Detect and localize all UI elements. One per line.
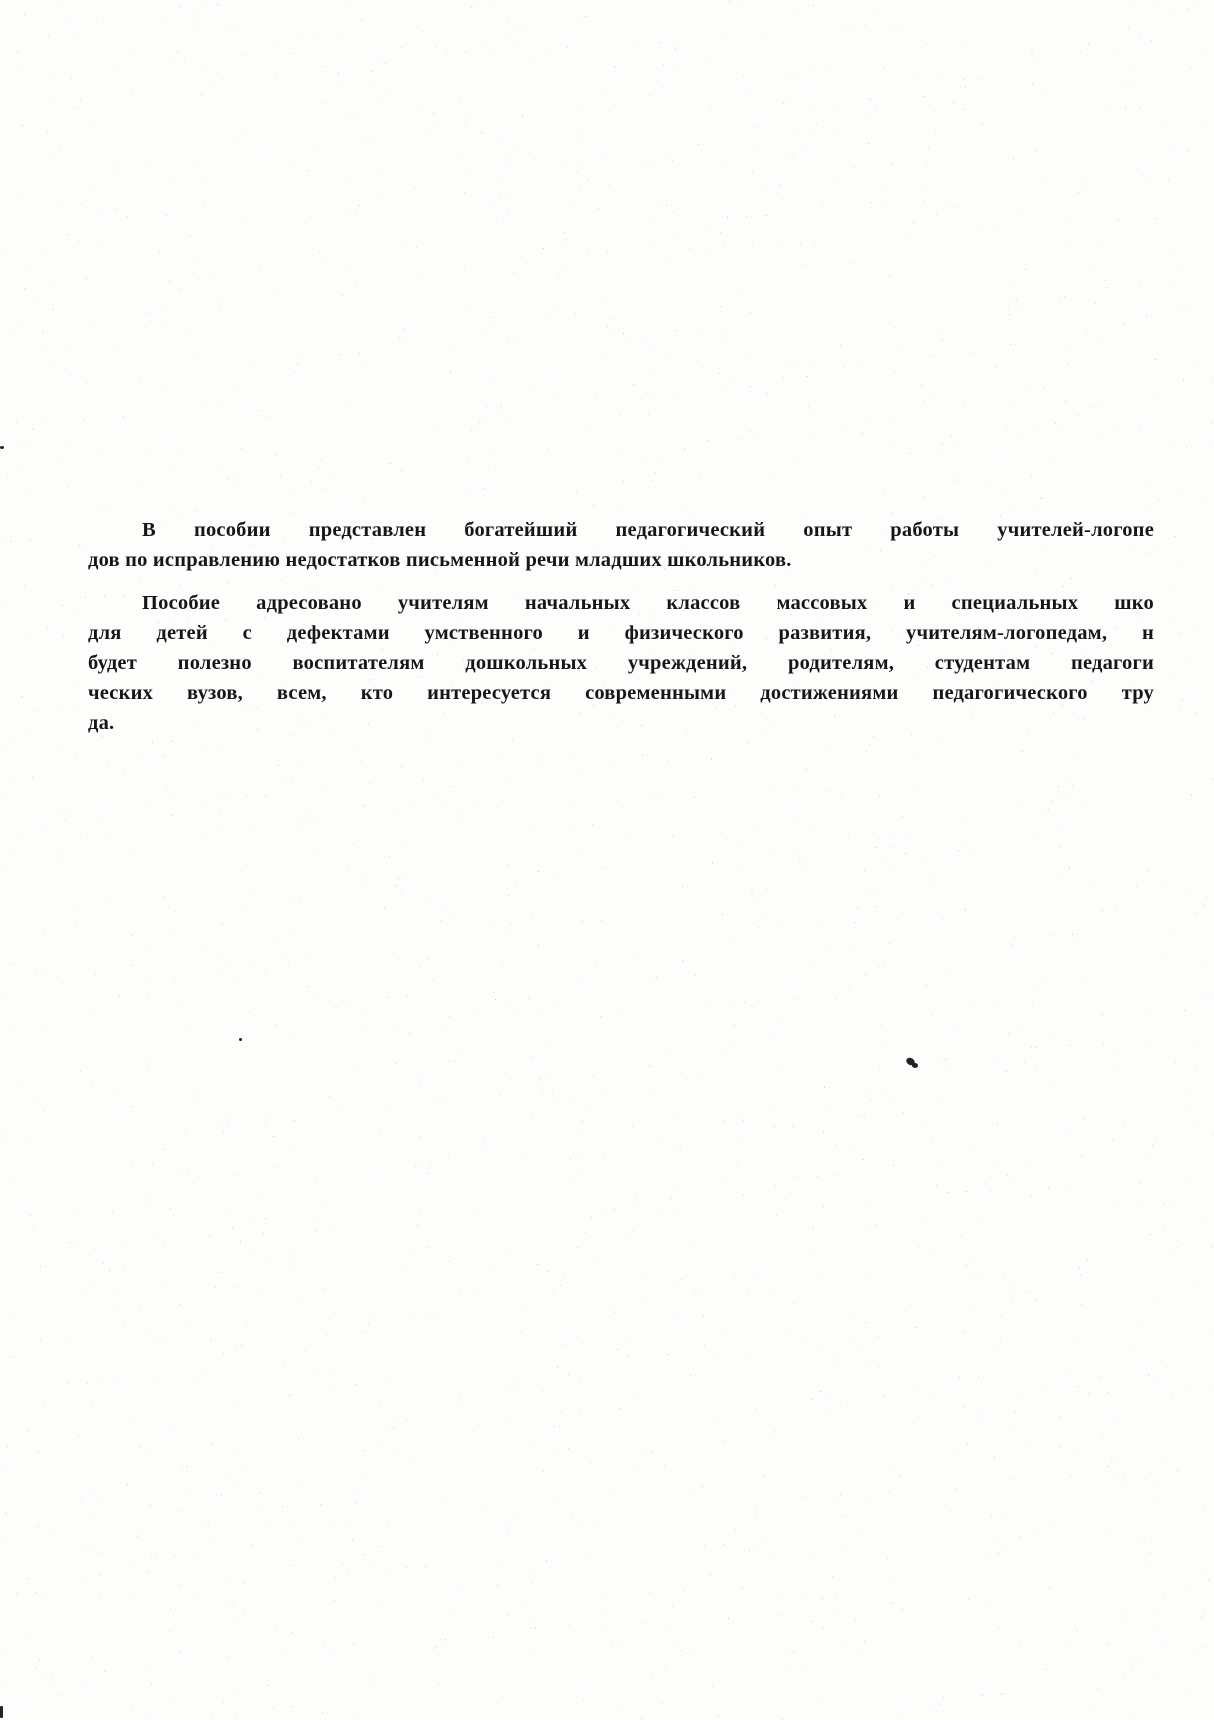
annotation-text xyxy=(88,515,1154,738)
ink-speck xyxy=(0,1706,3,1718)
text-clip-area xyxy=(88,515,1154,775)
paragraph-gap xyxy=(88,575,1154,588)
ink-speck xyxy=(239,1038,242,1041)
paragraph-line: будет полезно воспитателям дошкольных учреждений, родителям, студентам педагоги xyxy=(88,652,1154,674)
paragraph-line: да. xyxy=(88,712,115,734)
paragraph-line: дов по исправлению недостатков письменной речи младших школьников. xyxy=(88,549,792,571)
paragraph-1 xyxy=(88,515,1154,575)
paragraph-line: для детей с дефектами умственного и физического развития, учителям-логопедам, н xyxy=(88,622,1154,644)
paragraph-line: Пособие адресовано учителям начальных классов массовых и специальных шко xyxy=(142,592,1154,614)
ink-speck xyxy=(0,446,4,449)
paragraph-line: В пособии представлен богатейший педагогический опыт работы учителей-логопе xyxy=(142,519,1154,541)
paragraph-line: ческих вузов, всем, кто интересуется современными достижениями педагогического тру xyxy=(88,682,1154,704)
ink-speck xyxy=(912,1063,918,1068)
paragraph-2 xyxy=(88,588,1154,738)
